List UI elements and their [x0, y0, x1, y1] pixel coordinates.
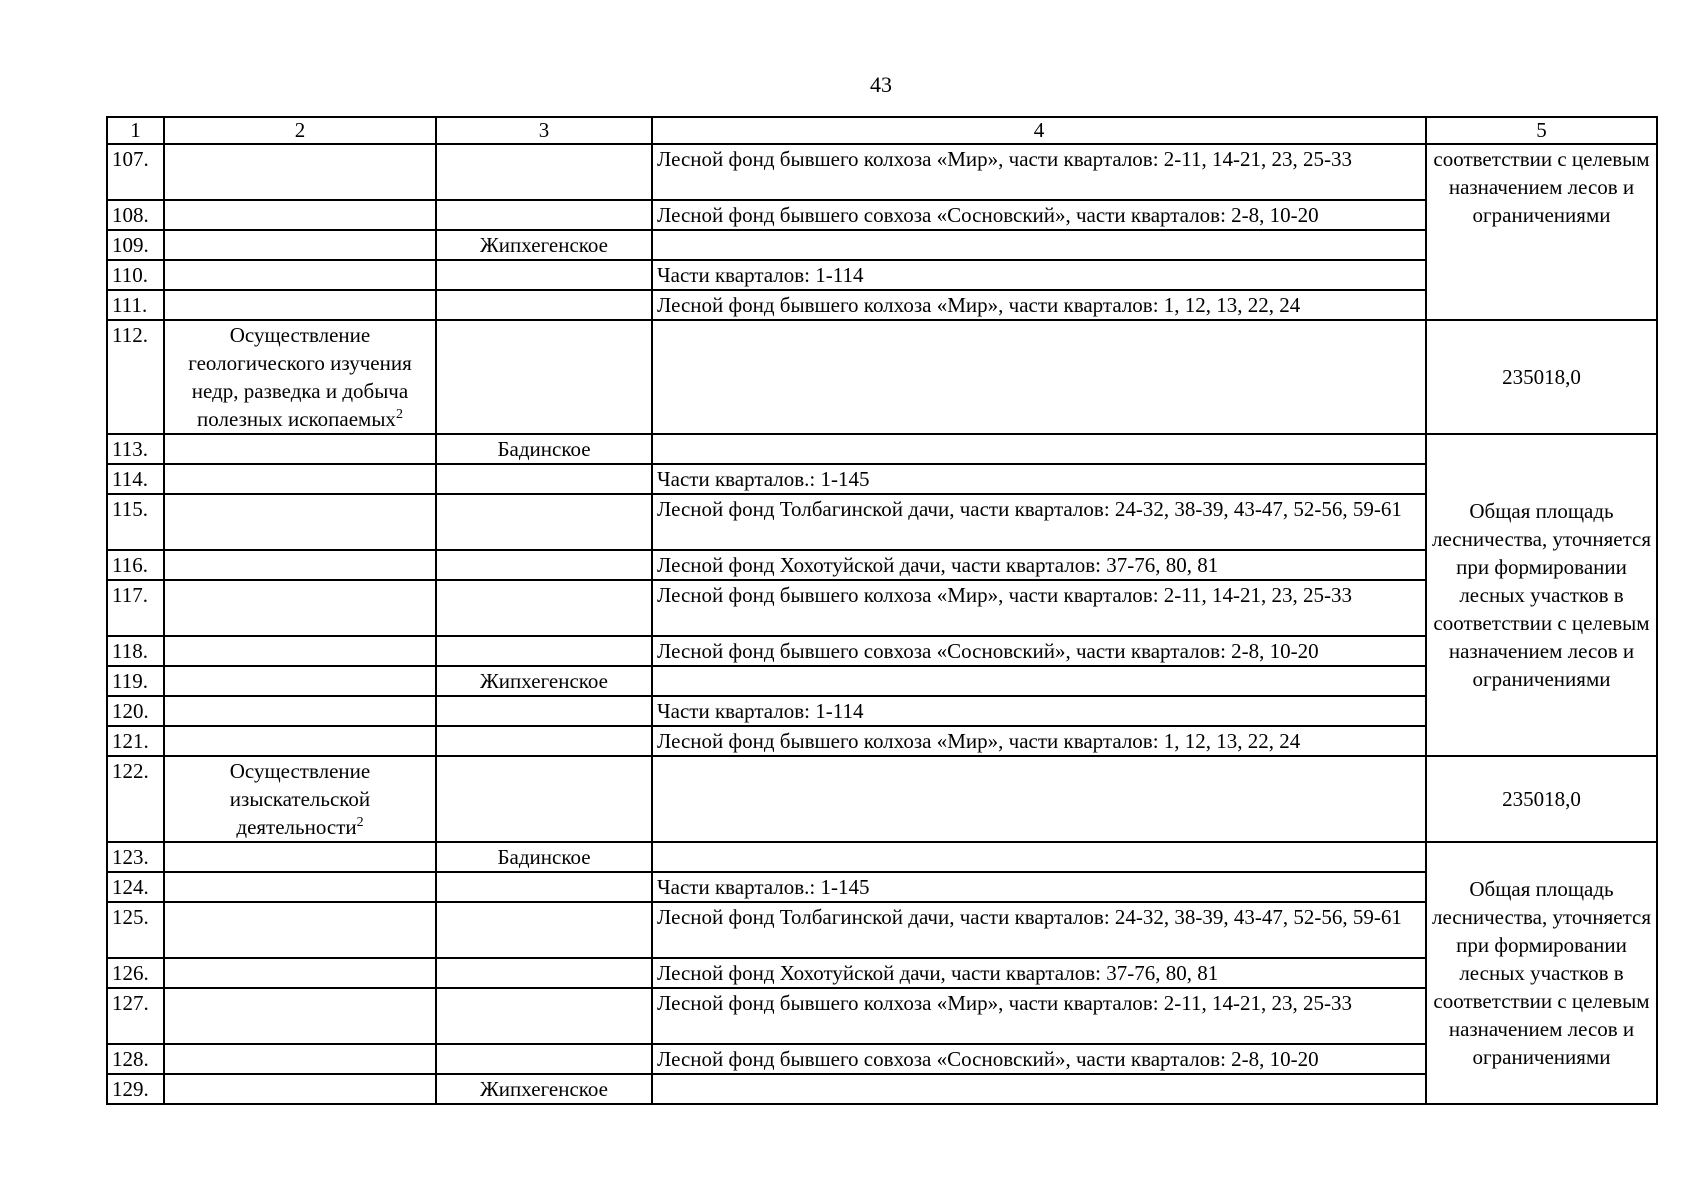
location-cell: Лесной фонд Толбагинской дачи, части кварталов: 24-32, 38-39, 43-47, 52-56, 59-61 — [652, 902, 1426, 958]
location-cell: Лесной фонд бывшего совхоза «Сосновский», части кварталов: 2-8, 10-20 — [652, 636, 1426, 666]
location-cell: Лесной фонд бывшего совхоза «Сосновский», части кварталов: 2-8, 10-20 — [652, 1044, 1426, 1074]
activity-cell — [164, 666, 436, 696]
location-cell — [652, 434, 1426, 464]
forestry-table — [106, 116, 1658, 1105]
area-note-cell: Общая площадь лесничества, уточняется при формировании лесных участков в соответствии с целевым назначением лесов и ограничениями — [1426, 842, 1657, 1104]
table-row — [107, 320, 1657, 434]
row-number: 111. — [107, 290, 164, 320]
forestry-cell — [436, 902, 652, 958]
location-cell: Части кварталов: 1-114 — [652, 696, 1426, 726]
footnote-mark: 2 — [356, 815, 364, 830]
row-number: 112. — [107, 320, 164, 434]
table-row — [107, 260, 1657, 290]
row-number: 119. — [107, 666, 164, 696]
activity-cell — [164, 636, 436, 666]
table-row — [107, 1044, 1657, 1074]
forestry-cell: Жипхегенское — [436, 1074, 652, 1104]
area-value-cell: 235018,0 — [1426, 320, 1657, 434]
activity-cell — [164, 756, 436, 842]
activity-cell — [164, 494, 436, 550]
table-row — [107, 230, 1657, 260]
row-number: 121. — [107, 726, 164, 756]
location-cell: Лесной фонд Толбагинской дачи, части кварталов: 24-32, 38-39, 43-47, 52-56, 59-61 — [652, 494, 1426, 550]
row-number: 125. — [107, 902, 164, 958]
forestry-cell — [436, 260, 652, 290]
table-row — [107, 666, 1657, 696]
forestry-cell — [436, 726, 652, 756]
table-row — [107, 494, 1657, 550]
location-cell — [652, 756, 1426, 842]
row-number: 109. — [107, 230, 164, 260]
row-number: 122. — [107, 756, 164, 842]
table-row — [107, 200, 1657, 230]
forestry-cell — [436, 696, 652, 726]
activity-cell — [164, 902, 436, 958]
activity-cell — [164, 842, 436, 872]
row-number: 120. — [107, 696, 164, 726]
activity-cell — [164, 988, 436, 1044]
forestry-cell: Бадинское — [436, 434, 652, 464]
table-row — [107, 290, 1657, 320]
row-number: 118. — [107, 636, 164, 666]
location-cell: Части кварталов.: 1-145 — [652, 872, 1426, 902]
table-row — [107, 144, 1657, 200]
row-number: 129. — [107, 1074, 164, 1104]
table-row — [107, 580, 1657, 636]
area-value-cell: 235018,0 — [1426, 756, 1657, 842]
activity-cell — [164, 230, 436, 260]
table-row — [107, 550, 1657, 580]
header-col-2: 2 — [164, 117, 436, 144]
table-row — [107, 902, 1657, 958]
location-cell: Лесной фонд бывшего колхоза «Мир», части кварталов: 2-11, 14-21, 23, 25-33 — [652, 580, 1426, 636]
activity-cell — [164, 580, 436, 636]
table-row — [107, 636, 1657, 666]
location-cell: Лесной фонд бывшего колхоза «Мир», части кварталов: 2-11, 14-21, 23, 25-33 — [652, 144, 1426, 200]
table-row — [107, 988, 1657, 1044]
row-number: 110. — [107, 260, 164, 290]
location-cell: Лесной фонд Хохотуйской дачи, части кварталов: 37-76, 80, 81 — [652, 550, 1426, 580]
activity-cell — [164, 260, 436, 290]
row-number: 114. — [107, 464, 164, 494]
activity-cell — [164, 200, 436, 230]
location-cell: Части кварталов.: 1-145 — [652, 464, 1426, 494]
activity-cell — [164, 144, 436, 200]
table-row — [107, 434, 1657, 464]
location-cell — [652, 842, 1426, 872]
table-row — [107, 1074, 1657, 1104]
location-cell: Лесной фонд Хохотуйской дачи, части кварталов: 37-76, 80, 81 — [652, 958, 1426, 988]
row-number: 113. — [107, 434, 164, 464]
row-number: 116. — [107, 550, 164, 580]
page-number: 43 — [870, 72, 892, 97]
table-row — [107, 958, 1657, 988]
forestry-cell — [436, 756, 652, 842]
forestry-cell: Жипхегенское — [436, 666, 652, 696]
location-cell: Лесной фонд бывшего колхоза «Мир», части кварталов: 1, 12, 13, 22, 24 — [652, 290, 1426, 320]
row-number: 108. — [107, 200, 164, 230]
location-cell: Части кварталов: 1-114 — [652, 260, 1426, 290]
forestry-cell — [436, 200, 652, 230]
activity-cell — [164, 872, 436, 902]
forestry-cell: Бадинское — [436, 842, 652, 872]
forestry-cell — [436, 872, 652, 902]
header-col-5: 5 — [1426, 117, 1657, 144]
activity-cell — [164, 1074, 436, 1104]
table-row — [107, 464, 1657, 494]
location-cell — [652, 1074, 1426, 1104]
activity-cell — [164, 958, 436, 988]
location-cell: Лесной фонд бывшего колхоза «Мир», части кварталов: 2-11, 14-21, 23, 25-33 — [652, 988, 1426, 1044]
row-number: 124. — [107, 872, 164, 902]
forestry-cell — [436, 958, 652, 988]
header-col-4: 4 — [652, 117, 1426, 144]
forestry-cell — [436, 320, 652, 434]
row-number: 115. — [107, 494, 164, 550]
row-number: 123. — [107, 842, 164, 872]
forestry-cell — [436, 494, 652, 550]
table-row — [107, 872, 1657, 902]
forestry-cell — [436, 464, 652, 494]
forestry-cell — [436, 636, 652, 666]
forestry-cell — [436, 988, 652, 1044]
activity-cell — [164, 1044, 436, 1074]
row-number: 127. — [107, 988, 164, 1044]
forestry-cell — [436, 1044, 652, 1074]
activity-cell — [164, 726, 436, 756]
location-cell: Лесной фонд бывшего совхоза «Сосновский», части кварталов: 2-8, 10-20 — [652, 200, 1426, 230]
activity-cell — [164, 290, 436, 320]
row-number: 117. — [107, 580, 164, 636]
table-row — [107, 842, 1657, 872]
table-row — [107, 726, 1657, 756]
activity-cell — [164, 696, 436, 726]
forestry-cell — [436, 580, 652, 636]
row-number: 107. — [107, 144, 164, 200]
location-cell — [652, 320, 1426, 434]
table-row — [107, 696, 1657, 726]
forestry-cell — [436, 144, 652, 200]
forestry-cell — [436, 550, 652, 580]
table-header-row — [107, 117, 1657, 144]
activity-name: Осуществление геологического изучения недр, разведка и добыча полезных ископаемых — [188, 323, 412, 431]
activity-cell — [164, 464, 436, 494]
location-cell: Лесной фонд бывшего колхоза «Мир», части кварталов: 1, 12, 13, 22, 24 — [652, 726, 1426, 756]
header-col-3: 3 — [436, 117, 652, 144]
activity-cell — [164, 550, 436, 580]
activity-cell — [164, 434, 436, 464]
area-note-cell: Общая площадь лесничества, уточняется при формировании лесных участков в соответствии с целевым назначением лесов и ограничениями — [1426, 434, 1657, 756]
forestry-cell: Жипхегенское — [436, 230, 652, 260]
table-row — [107, 756, 1657, 842]
forestry-cell — [436, 290, 652, 320]
activity-cell — [164, 320, 436, 434]
header-col-1: 1 — [107, 117, 164, 144]
activity-name: Осуществление изыскательской деятельности — [229, 759, 371, 839]
location-cell — [652, 666, 1426, 696]
footnote-mark: 2 — [395, 407, 403, 422]
row-number: 126. — [107, 958, 164, 988]
location-cell — [652, 230, 1426, 260]
row-number: 128. — [107, 1044, 164, 1074]
area-note-cell: соответствии с целевым назначением лесов и ограничениями — [1426, 144, 1657, 320]
